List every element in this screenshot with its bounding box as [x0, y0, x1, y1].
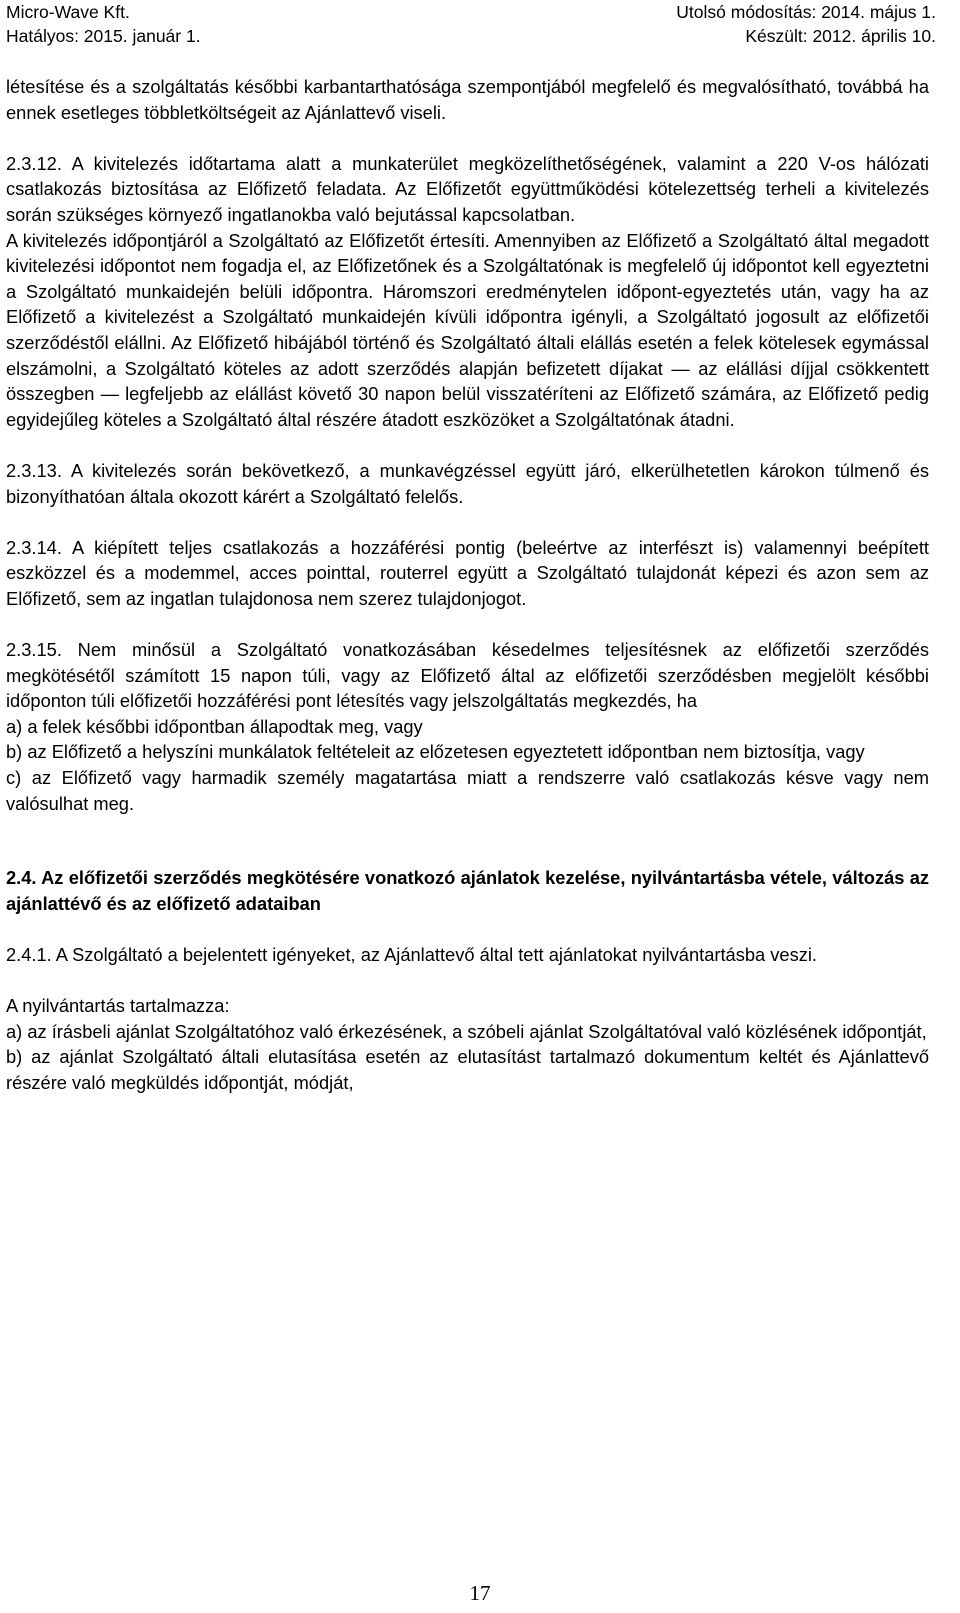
- list-item-b: b) az Előfizető a helyszíni munkálatok feltételeit az előzetesen egyeztetett időpontban nem biztosítja, vagy: [6, 741, 865, 763]
- document-body: [6, 74, 929, 1096]
- registry-item-a: a) az írásbeli ajánlat Szolgáltatóhoz való érkezésének, a szóbeli ajánlat Szolgáltatóval való közlésének időpontját,: [6, 1020, 927, 1042]
- created-date: Készült: 2012. április 10.: [745, 26, 936, 46]
- paragraph-2-3-14: 2.3.14. A kiépített teljes csatlakozás a hozzáférési pontig (beleértve az interfészt is) valamennyi beépített eszközzel és a modemmel, acces pointtal, routerrel együtt a Szolgáltató tulajdonát képezi és azon sem az Előfizető, sem az ingatlan tulajdonosa nem szerez tulajdonjogot.: [6, 536, 929, 609]
- last-modified: Utolsó módosítás: 2014. május 1.: [676, 2, 936, 22]
- section-heading-2-4: 2.4. Az előfizetői szerződés megkötésére vonatkozó ajánlatok kezelése, nyilvántartásba vétele, változás az ajánlattévő és az előfizető adataiban: [6, 867, 929, 914]
- list-item-c: c) az Előfizető vagy harmadik személy magatartása miatt a rendszerre való csatlakozás késve vagy nem valósulhat meg.: [6, 767, 929, 814]
- paragraph-2-3-12: 2.3.12. A kivitelezés időtartama alatt a munkaterület megközelíthetőségének, valamint a 220 V-os hálózati csatlakozás biztosítása az Előfizető feladata. Az Előfizetőt együttműködési kötelezettség terheli a kivitelezés során szükséges környező ingatlanokba való bejutással kapcsolatban.: [6, 152, 929, 225]
- registry-item-b: b) az ajánlat Szolgáltató általi elutasítása esetén az elutasítást tartalmazó dokumentum keltét és Ajánlattevő részére való megküldés időpontját, módját,: [6, 1046, 929, 1093]
- registry-intro: A nyilvántartás tartalmazza:: [6, 995, 230, 1017]
- page-number: 17: [469, 1581, 491, 1605]
- effective-date: Hatályos: 2015. január 1.: [6, 26, 201, 46]
- paragraph-2-3-15: 2.3.15. Nem minősül a Szolgáltató vonatkozásában késedelmes teljesítésnek az előfizetői szerződés megkötésétől számított 15 napon túli, vagy az Előfizető által az előfizetői szerződésben megjelölt későbbi időponton túli előfizetői hozzáférési pont létesítés vagy jelszolgáltatás megkezdés, ha: [6, 639, 929, 712]
- paragraph-2-4-1: 2.4.1. A Szolgáltató a bejelentett igényeket, az Ajánlattevő által tett ajánlatokat nyilvántartásba veszi.: [6, 944, 817, 965]
- list-item-a: a) a felek későbbi időpontban állapodtak meg, vagy: [6, 715, 423, 737]
- paragraph-2-3-13: 2.3.13. A kivitelezés során bekövetkező, a munkavégzéssel együtt járó, elkerülhetetlen károkon túlmenő és bizonyíthatóan általa okozott kárért a Szolgáltató felelős.: [6, 459, 929, 507]
- paragraph-continuation: létesítése és a szolgáltatás későbbi karbantarthatósága szempontjából megfelelő és megvalósítható, továbbá ha ennek esetleges többletköltségeit az Ajánlattevő viseli.: [6, 76, 929, 123]
- company-name: Micro-Wave Kft.: [6, 2, 130, 22]
- paragraph-scheduling: A kivitelezés időpontjáról a Szolgáltató az Előfizetőt értesíti. Amennyiben az Előfizető a Szolgáltató által megadott kivitelezési időpontot nem fogadja el, az Előfizetőnek és a Szolgáltatónak is megfelelő új időpontot kell egyeztetni a Szolgáltató munkaidején belüli időpontra. Háromszori eredménytelen időpont-egyeztetés után, vagy ha az Előfizető a kivitelezést a Szolgáltató munkaidején kívüli időpontra igényli, a Szolgáltató jogosult az előfizetői szerződéstől elállni. Az Előfizető hibájából történő és Szolgáltató általi elállás esetén a felek kötelesek egymással elszámolni, a Szolgáltató köteles az adott szerződés alapján befizetett díjakat — az elállási díjjal csökkentett összegben — legfeljebb az elállást követő 30 napon belül visszatéríteni az Előfizető számára, az Előfizető pedig egyidejűleg köteles a Szolgáltató által részére átadott eszközöket a Szolgáltatónak átadni.: [6, 229, 929, 430]
